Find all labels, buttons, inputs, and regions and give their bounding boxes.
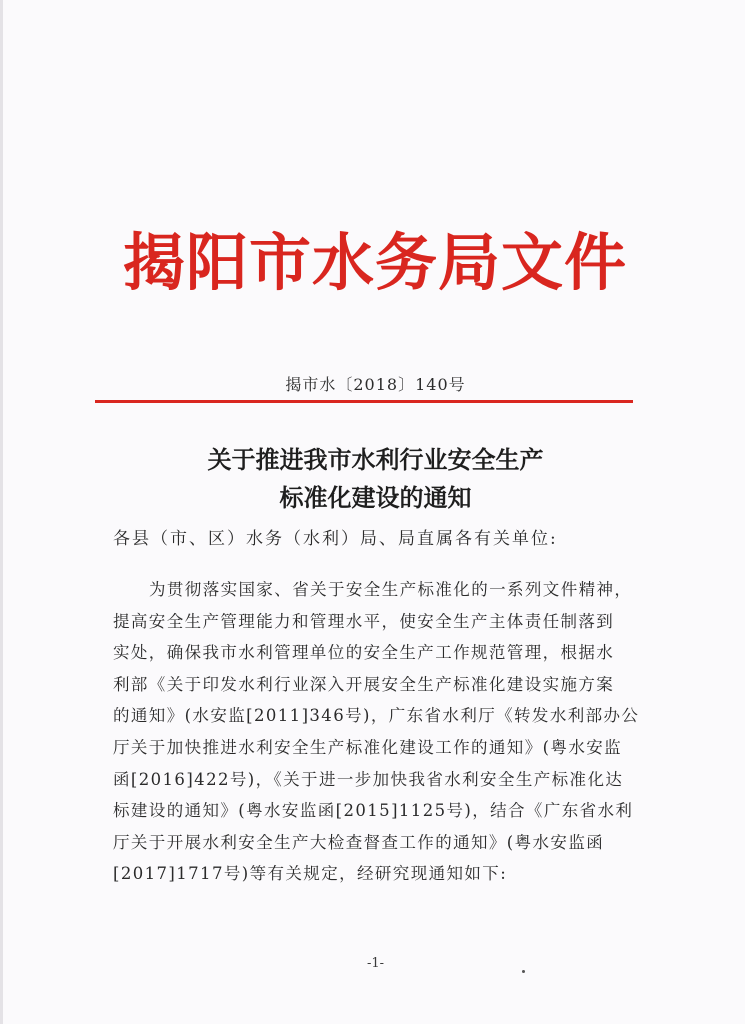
issuing-authority-header: 揭阳市水务局文件 [123,226,628,299]
body-line: 利部《关于印发水利行业深入开展安全生产标准化建设实施方案 [113,674,615,694]
body-line: 为贯彻落实国家、省关于安全生产标准化的一系列文件精神， [149,580,633,599]
body-line: 函[2016]422号)，《关于进一步加快我省水利安全生产标准化达 [113,769,624,789]
document-number: 揭市水〔2018〕140号 [285,375,466,394]
body-line: 标建设的通知》(粤水安监函[2015]1125号)，结合《广东省水利 [113,801,634,821]
scan-speck [522,970,525,973]
notice-title-line-2: 标准化建设的通知 [279,483,472,512]
body-line: [2017]1717号)等有关规定，经研究现通知如下: [113,864,508,884]
notice-body [113,574,658,890]
notice-title-line-1: 关于推进我市水利行业安全生产 [207,445,544,474]
body-line: 实处，确保我市水利管理单位的安全生产工作规范管理，根据水 [113,643,615,663]
body-line: 厅关于开展水利安全生产大检查督查工作的通知》(粤水安监函 [113,832,605,852]
notice-title [3,441,745,517]
body-line: 的通知》(水安监[2011]346号)，广东省水利厅《转发水利部办公 [113,706,640,726]
red-separator-line [95,400,633,403]
body-line: 提高安全生产管理能力和管理水平，使安全生产主体责任制落到 [113,611,615,631]
salutation: 各县（市、区）水务（水利）局、局直属各有关单位: [113,529,558,549]
page-number: -1- [366,956,385,971]
body-line: 厅关于加快推进水利安全生产标准化建设工作的通知》(粤水安监 [113,737,623,757]
